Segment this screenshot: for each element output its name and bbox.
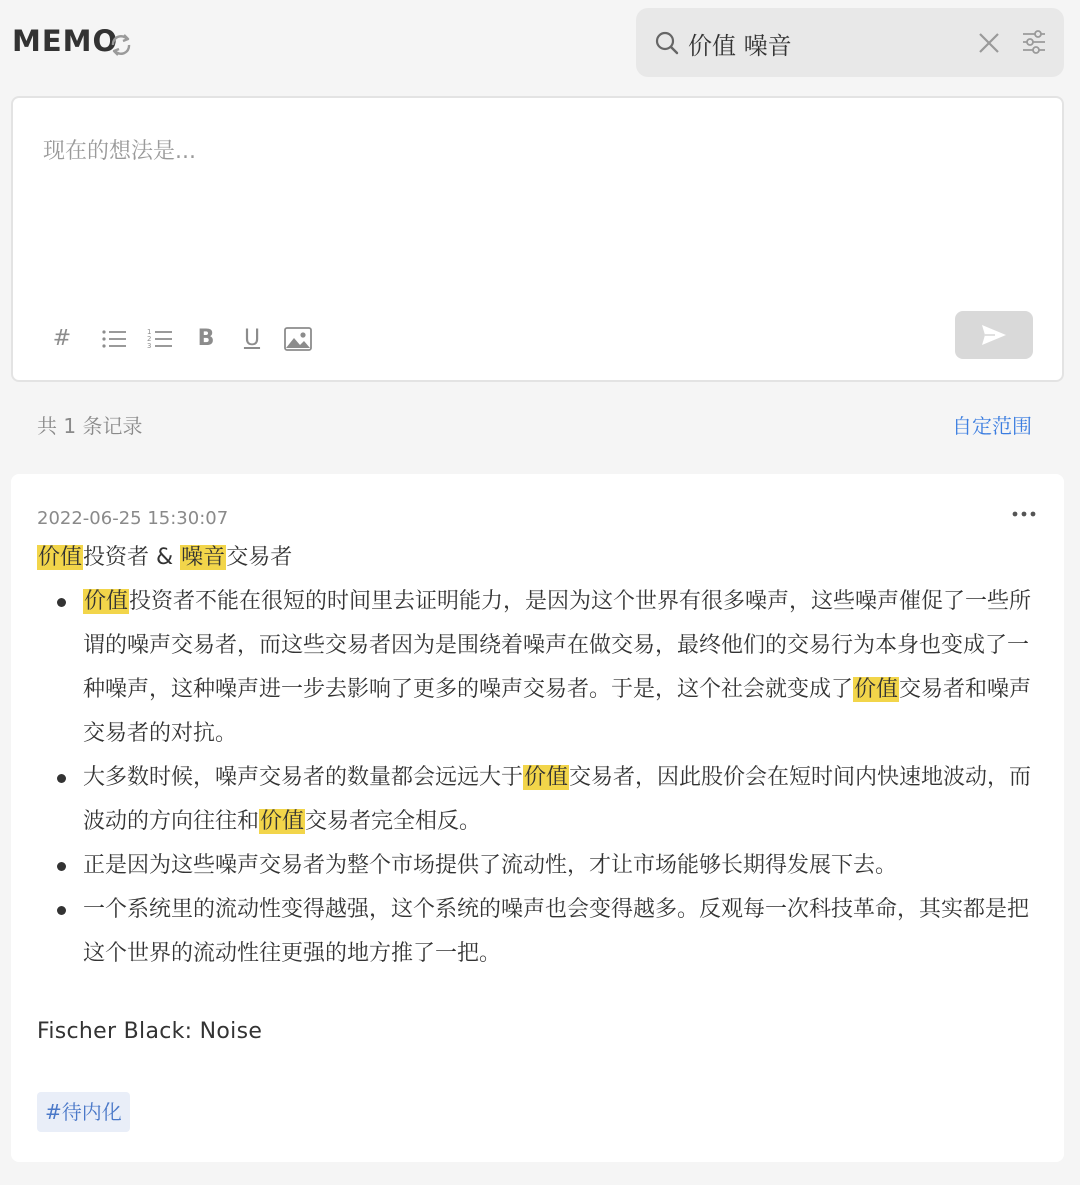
close-icon[interactable] xyxy=(976,30,1002,56)
custom-range-link[interactable]: 自定范围 xyxy=(952,414,1032,438)
memo-title: 价值投资者 & 噪音交易者 xyxy=(38,545,293,570)
record-count: 共 1 条记录 xyxy=(37,414,143,438)
tag-button[interactable]: # xyxy=(52,326,72,351)
send-icon xyxy=(981,323,1007,347)
search-input[interactable] xyxy=(688,23,958,63)
send-button[interactable] xyxy=(955,311,1033,359)
app-title: MEMO xyxy=(12,24,119,58)
header xyxy=(0,0,1080,90)
search-highlight: 价值 xyxy=(84,589,129,614)
svg-text:2: 2 xyxy=(147,335,152,343)
image-icon[interactable] xyxy=(283,324,313,354)
memo-list xyxy=(37,580,1037,976)
memo-editor xyxy=(11,96,1064,382)
memo-content xyxy=(37,538,1037,1054)
search-icon xyxy=(654,30,680,56)
search-highlight: 价值 xyxy=(260,809,305,834)
list-item: 大多数时候，噪声交易者的数量都会远远大于价值交易者，因此股价会在短时间内快速地波动，而波动的方向往往和价值交易者完全相反。 xyxy=(37,756,1037,844)
memo-card xyxy=(11,474,1064,1162)
list-item: 正是因为这些噪声交易者为整个市场提供了流动性，才让市场能够长期得发展下去。 xyxy=(37,844,1037,888)
list-item: 价值投资者不能在很短的时间里去证明能力，是因为这个世界有很多噪声，这些噪声催促了一些所谓的噪声交易者，而这些交易者因为是围绕着噪声在做交易，最终他们的交易行为本身也变成了一种噪声，这种噪声进一步去影响了更多的噪声交易者。于是，这个社会就变成了价值交易者和噪声交易者的对抗。 xyxy=(37,580,1037,756)
svg-text:1: 1 xyxy=(147,328,152,336)
memo-timestamp: 2022-06-25 15:30:07 xyxy=(37,508,229,529)
more-icon[interactable] xyxy=(1010,506,1038,522)
search-box[interactable] xyxy=(636,8,1064,77)
search-highlight: 价值 xyxy=(38,545,83,570)
bullet-list-icon[interactable] xyxy=(99,324,129,354)
bold-button[interactable]: B xyxy=(197,326,215,351)
memo-tag[interactable]: #待内化 xyxy=(37,1092,130,1132)
filter-settings-icon[interactable] xyxy=(1020,28,1048,56)
search-highlight: 价值 xyxy=(524,765,569,790)
underline-button[interactable]: U xyxy=(243,326,261,351)
list-item: 一个系统里的流动性变得越强，这个系统的噪声也会变得越多。反观每一次科技革命，其实都是把这个世界的流动性往更强的地方推了一把。 xyxy=(37,888,1037,976)
svg-text:3: 3 xyxy=(147,342,152,350)
memo-input[interactable] xyxy=(43,134,1033,294)
search-highlight: 噪音 xyxy=(181,545,226,570)
memo-source: Fischer Black: Noise xyxy=(37,1019,263,1044)
search-highlight: 价值 xyxy=(854,677,899,702)
sync-icon[interactable] xyxy=(108,30,134,60)
numbered-list-icon[interactable] xyxy=(145,324,175,354)
